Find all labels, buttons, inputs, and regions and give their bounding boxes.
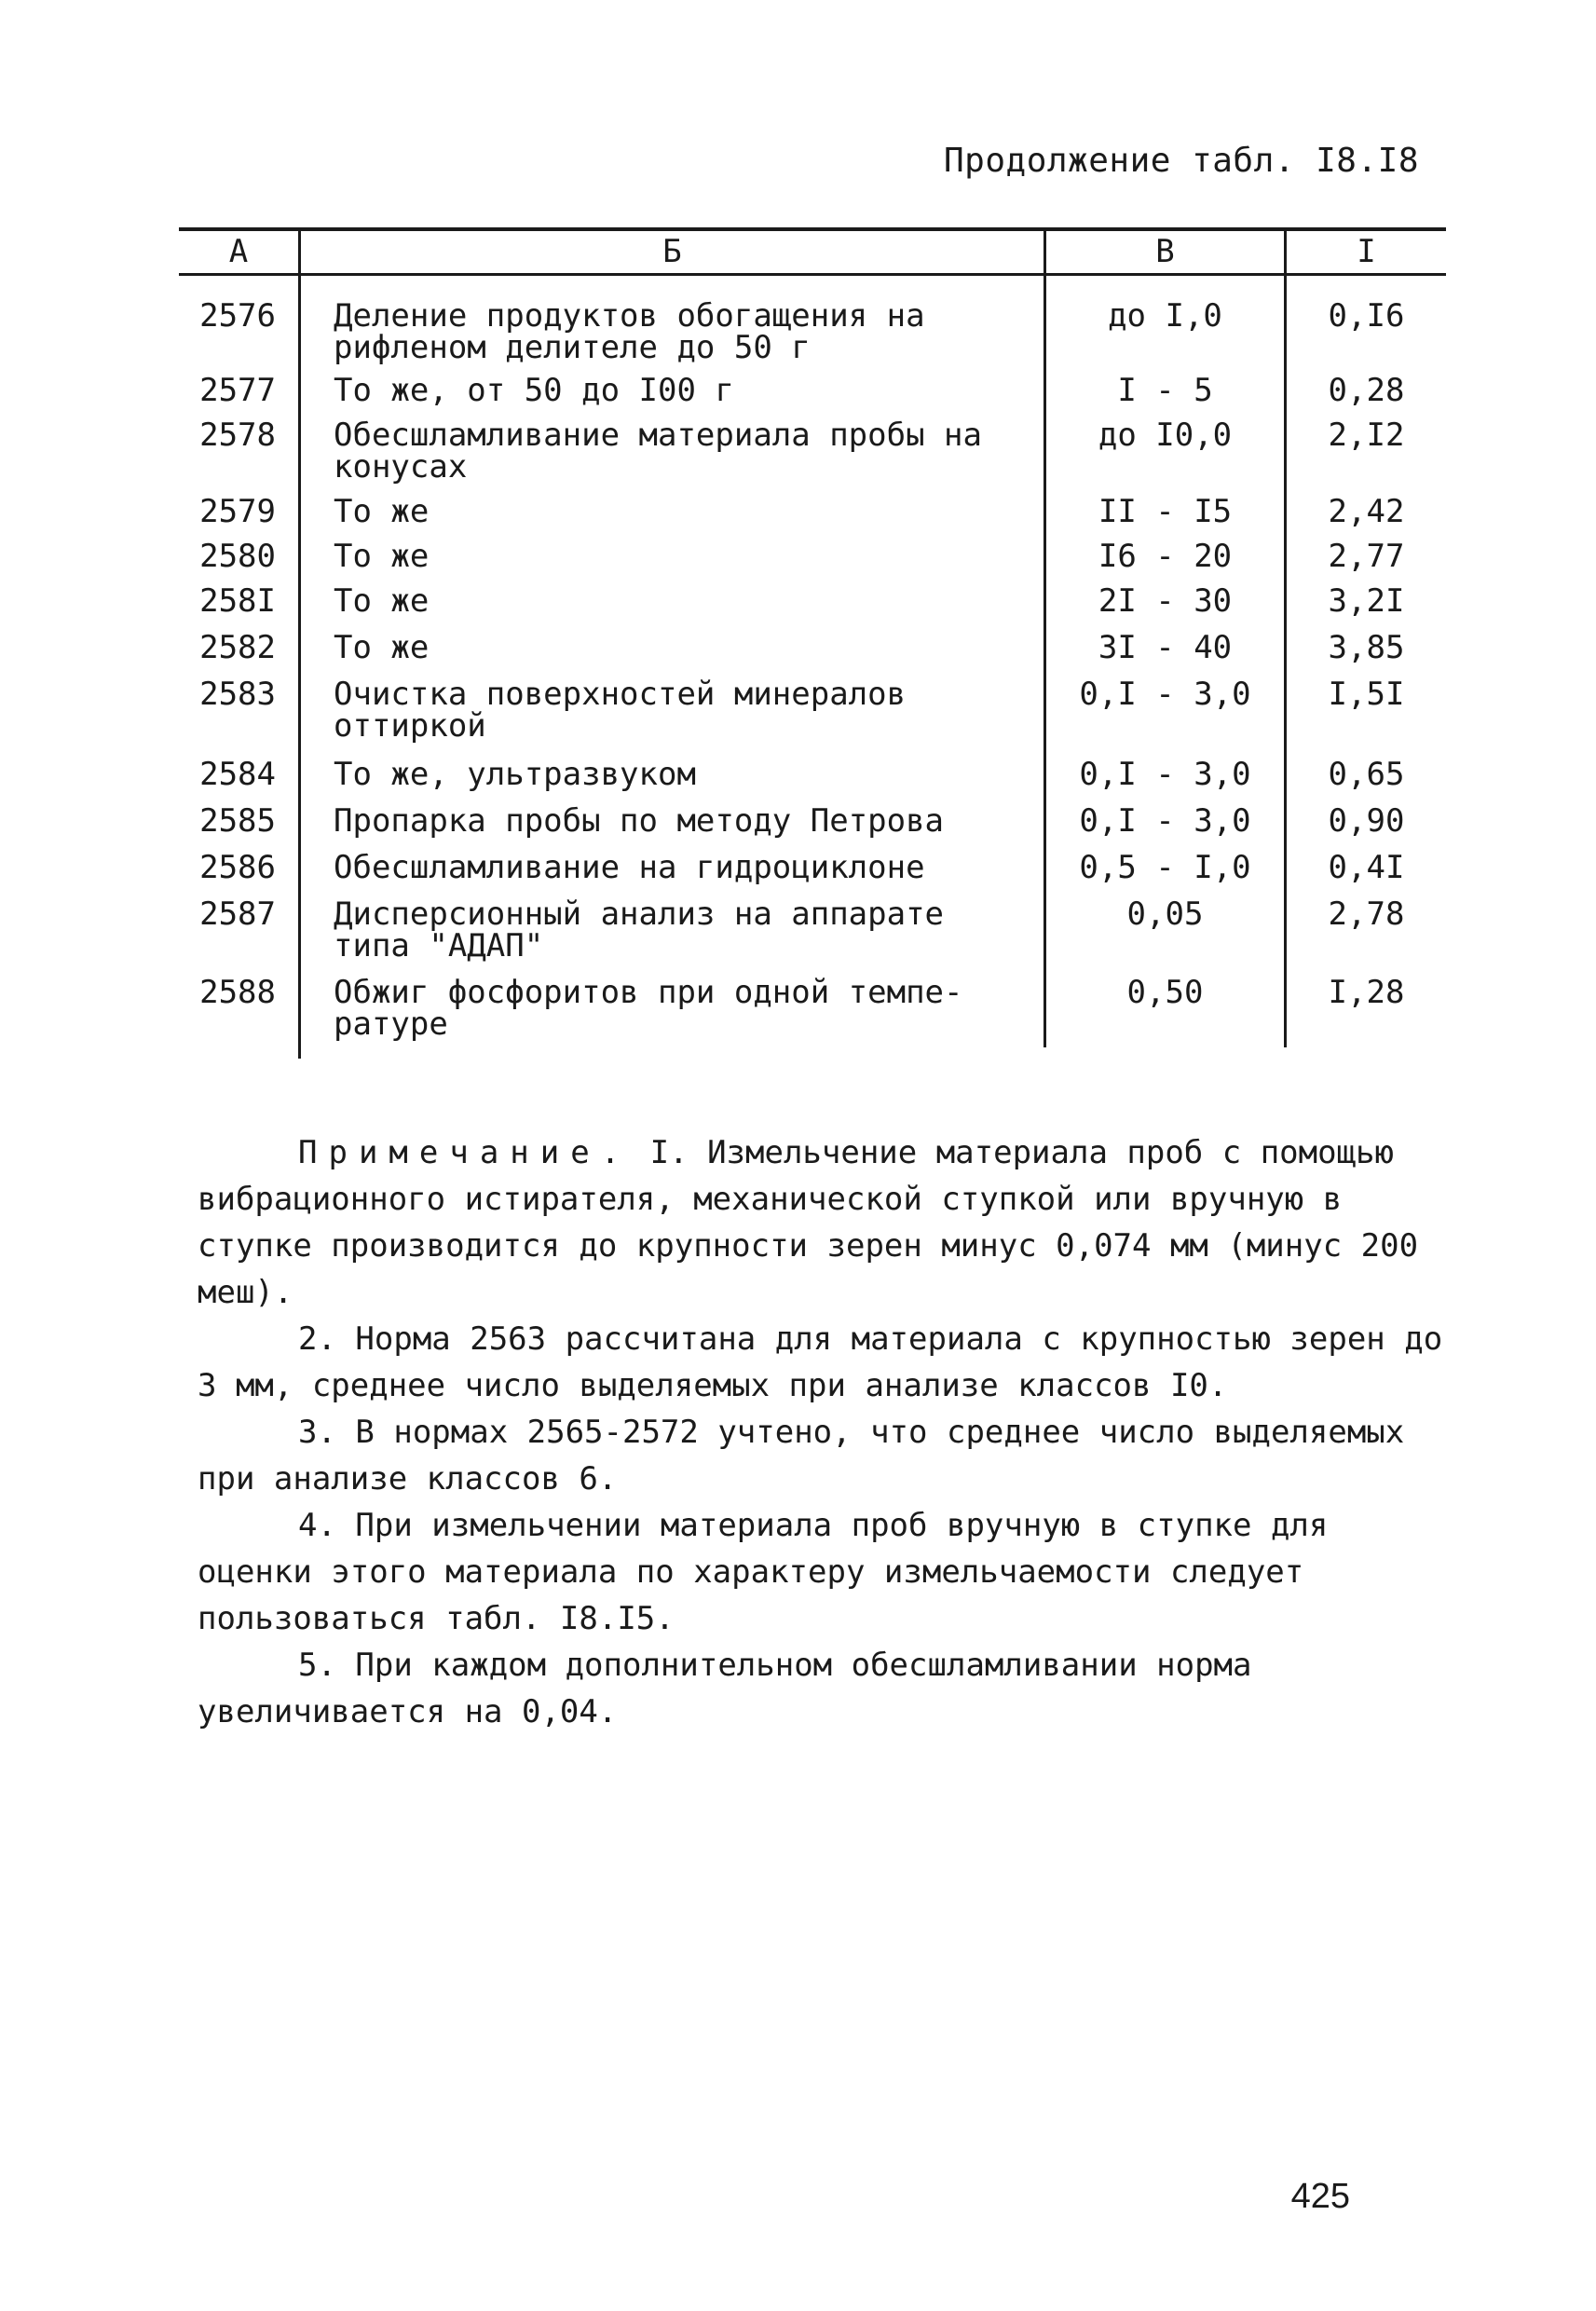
row-range: 0,I - 3,0: [1079, 802, 1251, 840]
row-range: I6 - 20: [1098, 538, 1233, 575]
row-description: Дисперсионный анализ на аппарате типа "АДАП": [334, 896, 945, 964]
note-item: [198, 1129, 1446, 1316]
table-caption: Продолжение табл. I8.I8: [944, 142, 1419, 180]
row-value: 3,85: [1328, 629, 1405, 666]
row-range: до I,0: [1108, 297, 1222, 335]
row-value: 2,78: [1328, 896, 1405, 933]
row-description: Очистка поверхностей минералов оттиркой: [334, 676, 907, 745]
row-value: 0,4I: [1328, 849, 1405, 886]
note-item: 5. При каждом дополнительном обесшламливании норма увеличивается на 0,04.: [198, 1647, 1252, 1730]
column-divider: [298, 227, 301, 1059]
row-value: I,5I: [1328, 676, 1405, 713]
row-code: 2577: [199, 372, 276, 409]
table-top-rule: [179, 227, 1446, 231]
column-header-d: I: [1357, 233, 1376, 270]
row-description: То же: [334, 582, 430, 620]
row-description: То же, ультразвуком: [334, 756, 696, 793]
row-range: I - 5: [1117, 372, 1213, 409]
row-description: Обжиг фосфоритов при одной темпе- ратуре: [334, 974, 963, 1043]
column-header-b: Б: [662, 233, 682, 270]
table-header-rule: [179, 273, 1446, 276]
row-value: I,28: [1328, 974, 1405, 1011]
row-description: То же: [334, 629, 430, 666]
row-description: Обесшламливание на гидроциклоне: [334, 849, 925, 886]
note-item: 2. Норма 2563 рассчитана для материала с крупностью зерен до 3 мм, среднее число выделяемых при анализе классов I0.: [198, 1320, 1443, 1404]
row-range: 3I - 40: [1098, 629, 1233, 666]
row-value: 0,28: [1328, 372, 1405, 409]
row-code: 2583: [199, 676, 276, 713]
row-code: 258I: [199, 582, 276, 620]
row-code: 2578: [199, 417, 276, 454]
row-description: Деление продуктов обогащения на рифленом делителе до 50 г: [334, 297, 925, 366]
row-code: 2585: [199, 802, 276, 840]
row-code: 2582: [199, 629, 276, 666]
row-value: 0,90: [1328, 802, 1405, 840]
note-text: I. Измельчение материала проб с помощью вибрационного истирателя, механической ступкой или вручную в ступке производится до крупности зерен минус 0,074 мм (минус 200 меш).: [198, 1134, 1419, 1311]
row-range: 0,I - 3,0: [1079, 756, 1251, 793]
row-code: 2580: [199, 538, 276, 575]
row-code: 2586: [199, 849, 276, 886]
row-value: 0,65: [1328, 756, 1405, 793]
row-description: То же, от 50 до I00 г: [334, 372, 734, 409]
row-range: 0,05: [1126, 896, 1204, 933]
row-range: 2I - 30: [1098, 582, 1233, 620]
note-item: 3. В нормах 2565-2572 учтено, что среднее число выделяемых при анализе классов 6.: [198, 1414, 1405, 1497]
row-range: 0,I - 3,0: [1079, 676, 1251, 713]
row-value: 0,I6: [1328, 297, 1405, 335]
column-header-a: А: [228, 233, 249, 270]
row-range: 0,50: [1126, 974, 1204, 1011]
row-code: 2579: [199, 493, 276, 530]
row-value: 2,77: [1328, 538, 1405, 575]
row-range: 0,5 - I,0: [1079, 849, 1251, 886]
row-description: То же: [334, 493, 430, 530]
row-code: 2584: [199, 756, 276, 793]
row-code: 2587: [199, 896, 276, 933]
notes-title: Примечание.: [298, 1134, 632, 1171]
row-value: 2,I2: [1328, 417, 1405, 454]
row-value: 3,2I: [1328, 582, 1405, 620]
row-value: 2,42: [1328, 493, 1405, 530]
notes-section: [198, 1129, 1446, 1735]
column-header-c: В: [1155, 233, 1175, 270]
row-description: Обесшламливание материала пробы на конусах: [334, 417, 982, 485]
row-code: 2576: [199, 297, 276, 335]
note-item: 4. При измельчении материала проб вручную в ступке для оценки этого материала по характеру измельчаемости следует пользоваться табл. I8.I5.: [198, 1507, 1329, 1637]
page-number: 425: [1290, 2177, 1350, 2216]
row-description: Пропарка пробы по методу Петрова: [334, 802, 945, 840]
row-range: II - I5: [1098, 493, 1233, 530]
norms-table: [179, 227, 1446, 1059]
row-code: 2588: [199, 974, 276, 1011]
row-range: до I0,0: [1098, 417, 1233, 454]
row-description: То же: [334, 538, 430, 575]
